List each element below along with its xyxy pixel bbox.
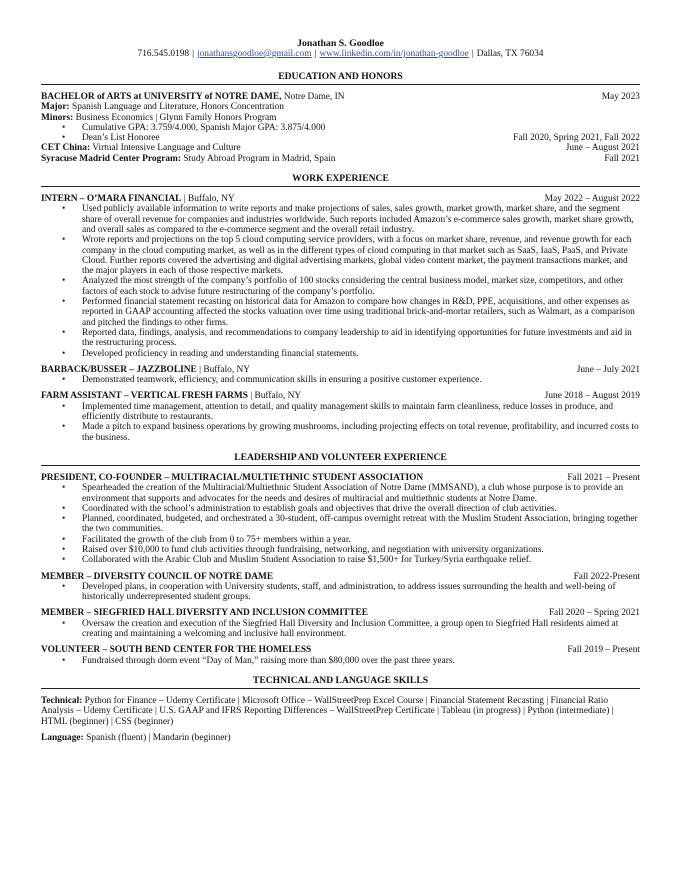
list-item: • Fundraised through dorm event “Day of Man,” raising more than $80,000 over the past three years. (41, 656, 640, 666)
list-item: • Reported data, findings, analysis, and recommendations to company leadership to aid in identifying opportunities for future investments and aid in the restructuring process. (41, 328, 640, 349)
work-section (41, 194, 640, 443)
role-title: MEMBER – DIVERSITY COUNCIL OF NOTRE DAME (41, 571, 274, 582)
role-title: MEMBER – SIEGFRIED HALL DIVERSITY AND INCLUSION COMMITTEE (41, 608, 369, 619)
location: Dallas, TX 76034 (476, 49, 544, 59)
technical-skills: Technical: Python for Finance – Udemy Certificate | Microsoft Office – WallStreetPrep Excel Course | Financial Statement Recasting | Financial Ratio Analysis – Udemy Certificate | U.S. GAAP and IFRS Reporting Differences – WallStreetPrep Certificate | Tableau (in progress) | Python (intermediate) | HTML (beginner) | CSS (beginner) (41, 695, 614, 727)
language-skills: Language: Spanish (fluent) | Mandarin (beginner) (41, 732, 231, 743)
section-divider (41, 186, 640, 187)
list-item: • Wrote reports and projections on the top 5 cloud computing service providers, with a focus on market share, revenue, and revenue growth for each company in the cloud computing market, as well as in the different types of cloud computing in that market such as SaaS, IaaS, PaaS, and Private Cloud. Further reports covered the advertising and digital advertising markets, global video content market, the payment transactions market, and the major players in each of those respective markets. (41, 235, 640, 276)
list-item: • Made a pitch to expand business operations by growing mushrooms, including projecting effects on total revenue, profitability, and incurred costs to the business. (41, 422, 640, 443)
leadership-section (41, 473, 640, 666)
list-item: • Raised over $10,000 to fund club activities through fundraising, networking, and negotiation with university organizations. (41, 545, 640, 555)
education-bullets (41, 123, 640, 144)
role-entry (41, 473, 640, 566)
candidate-name: Jonathan S. Goodloe (297, 38, 384, 49)
job-entry: INTERN – O’MARA FINANCIAL | Buffalo, NY May 2022 – August 2022 • Used publicly available information to write reports and make projections of sales, sales growth, market growth, market share, and the segment share of overall revenue for companies and industries worldwide. Such reports included Amazon’s e-commerce sales growth, market share growth, and overall sales as compared to the e-commerce segment and the overall retail industry. • Wrote reports and projections on the top 5 cloud computing service providers, with a focus on market share, revenue, and revenue growth for each company in the cloud computing market, as well as in the different types of cloud computing in that market such as SaaS, IaaS, PaaS, and Private Cloud. Further reports covered the advertising and digital advertising markets, global video content market, the payment transactions market, and the major players in each of those respective markets. • Analyzed the most strength of the company’s portfolio of 100 stocks considering the central business model, market size, competitors, and other factors of each stock to advise future restructuring of the company’s portfolio. • Performed financial statement recasting on historical data for Amazon to compare how changes in R&D, PPE, acquisitions, and other expenses as reported in GAAP accounting affected the stocks valuation over time using traditional brick-and-mortar retailers, such as Walmart, as a comparison and pitched the findings to other firms. • Reported data, findings, analysis, and recommendations to company leadership to aid in identifying opportunities for future investments and aid in the restructuring process. • Developed proficiency in reading and understanding financial statements. (41, 194, 640, 359)
job-entry: FARM ASSISTANT – VERTICAL FRESH FARMS | Buffalo, NY June 2018 – August 2019 • Implemented time management, attention to detail, and quality management skills to maintain farm cleanliness, reduce losses in produce, and efficiently distribute to restaurants. • Made a pitch to expand business operations by growing mushrooms, including projecting effects on total revenue, profitability, and incurred costs to the business. (41, 391, 640, 442)
email-link[interactable]: jonathansgoodloe@gmail.com (196, 49, 312, 59)
job-date: May 2022 – August 2022 (544, 194, 640, 205)
education-section (41, 92, 640, 164)
role-entry (41, 572, 640, 603)
list-item: • Developed proficiency in reading and understanding financial statements. (41, 349, 640, 359)
role-date: Fall 2019 – Present (567, 645, 640, 656)
major-line: Major: Spanish Language and Literature, Honors Concentration (41, 102, 284, 113)
linkedin-link[interactable]: www.linkedin.com/in/jonathan-goodloe (319, 49, 469, 59)
job-title: INTERN – O’MARA FINANCIAL (41, 194, 182, 205)
list-item: • Spearheaded the creation of the Multiracial/Multiethnic Student Association of Notre Dame (MMSAND), a club whose purpose is to provide an environment that supports and advocates for the needs and desires of multiracial and multiethnic students at Notre Dame. (41, 483, 640, 504)
job-entry: BARBACK/BUSSER – JAZZBOLINE | Buffalo, NY June – July 2021 • Demonstrated teamwork, efficiency, and communication skills in ensuring a positive customer experience. (41, 365, 640, 386)
list-item: • Facilitated the growth of the club from 0 to 75+ members within a year. (41, 535, 640, 545)
job-date: June – July 2021 (576, 364, 640, 375)
contact-line: 716.545.0198 | jonathansgoodloe@gmail.com | www.linkedin.com/in/jonathan-goodloe | Dallas, TX 76034 (137, 49, 544, 59)
skills-section-title: TECHNICAL AND LANGUAGE SKILLS (252, 674, 429, 686)
list-item: • Performed financial statement recasting on historical data for Amazon to compare how changes in R&D, PPE, acquisitions, and other expenses as reported in GAAP accounting affected the stocks valuation over time using traditional brick-and-mortar retailers, such as Walmart, as a comparison and pitched the findings to other firms. (41, 297, 640, 328)
job-title: BARBACK/BUSSER – JAZZBOLINE (41, 364, 197, 375)
degree-date: May 2023 (601, 92, 640, 102)
role-title: VOLUNTEER – SOUTH BEND CENTER FOR THE HOMELESS (41, 645, 312, 656)
list-item: • Used publicly available information to write reports and make projections of sales, sales growth, market growth, market share, and the segment share of overall revenue for companies and industries worldwide. Such reports included Amazon’s e-commerce sales growth, market share growth, and overall sales as compared to the e-commerce segment and the overall retail industry. (41, 204, 640, 235)
minors-line: Minors: Business Economics | Glynn Family Honors Program (41, 112, 277, 123)
list-item: • Demonstrated teamwork, efficiency, and communication skills in ensuring a positive customer experience. (41, 375, 640, 385)
education-section-title: EDUCATION AND HONORS (278, 71, 403, 82)
role-title: PRESIDENT, CO-FOUNDER – MULTIRACIAL/MULTIETHNIC STUDENT ASSOCIATION (41, 472, 424, 483)
degree-row (41, 92, 640, 102)
job-date: June 2018 – August 2019 (544, 391, 640, 402)
program-row: Syracuse Madrid Center Program: Study Abroad Program in Madrid, Spain Fall 2021 (41, 153, 640, 164)
phone-number: 716.545.0198 (137, 49, 190, 59)
list-item: • Analyzed the most strength of the company’s portfolio of 100 stocks considering the central business model, market size, competitors, and other factors of each stock to advise future restructuring of the company’s portfolio. (41, 276, 640, 297)
skills-section (41, 696, 640, 743)
list-item: • Oversaw the creation and execution of the Siegfried Hall Diversity and Inclusion Committee, a group open to Siegfried Hall residents aimed at creating and maintaining a welcoming and inclusive hall environment. (41, 619, 640, 640)
list-item: • Implemented time management, attention to detail, and quality management skills to maintain farm cleanliness, reduce losses in produce, and efficiently distribute to restaurants. (41, 402, 640, 423)
section-divider (41, 688, 640, 689)
list-item: • Cumulative GPA: 3.759/4.000, Spanish Major GPA: 3.875/4.000 (41, 123, 640, 133)
degree-location: Notre Dame, IN (281, 92, 345, 102)
work-section-title: WORK EXPERIENCE (292, 173, 389, 185)
list-item: • Coordinated with the school’s administration to establish goals and objectives that drive the overall direction of club activities. (41, 504, 640, 514)
role-entry (41, 608, 640, 639)
list-item: • Dean’s List Honoree Fall 2020, Spring 2021, Fall 2022 (41, 133, 640, 143)
section-divider (41, 84, 640, 85)
program-row: CET China: Virtual Intensive Language and Culture June – August 2021 (41, 143, 640, 154)
list-item: • Planned, coordinated, budgeted, and orchestrated a 30-student, off-campus overnight retreat with the Muslim Student Association, bringing together the two communities. (41, 514, 640, 535)
section-divider (41, 465, 640, 466)
job-title: FARM ASSISTANT – VERTICAL FRESH FARMS (41, 391, 248, 402)
role-date: Fall 2022-Present (573, 571, 640, 582)
list-item: • Developed plans, in cooperation with University students, staff, and administration, to address issues surrounding the health and well-being of historically underrepresented student groups. (41, 582, 640, 603)
role-entry (41, 645, 640, 666)
list-item: • Collaborated with the Arabic Club and Muslim Student Association to raise $1,500+ for Turkey/Syria earthquake relief. (41, 555, 640, 565)
role-date: Fall 2020 – Spring 2021 (548, 608, 640, 619)
role-date: Fall 2021 – Present (567, 472, 640, 483)
degree-name: BACHELOR of ARTS at UNIVERSITY of NOTRE DAME, (41, 92, 282, 102)
leadership-section-title: LEADERSHIP AND VOLUNTEER EXPERIENCE (234, 451, 447, 463)
